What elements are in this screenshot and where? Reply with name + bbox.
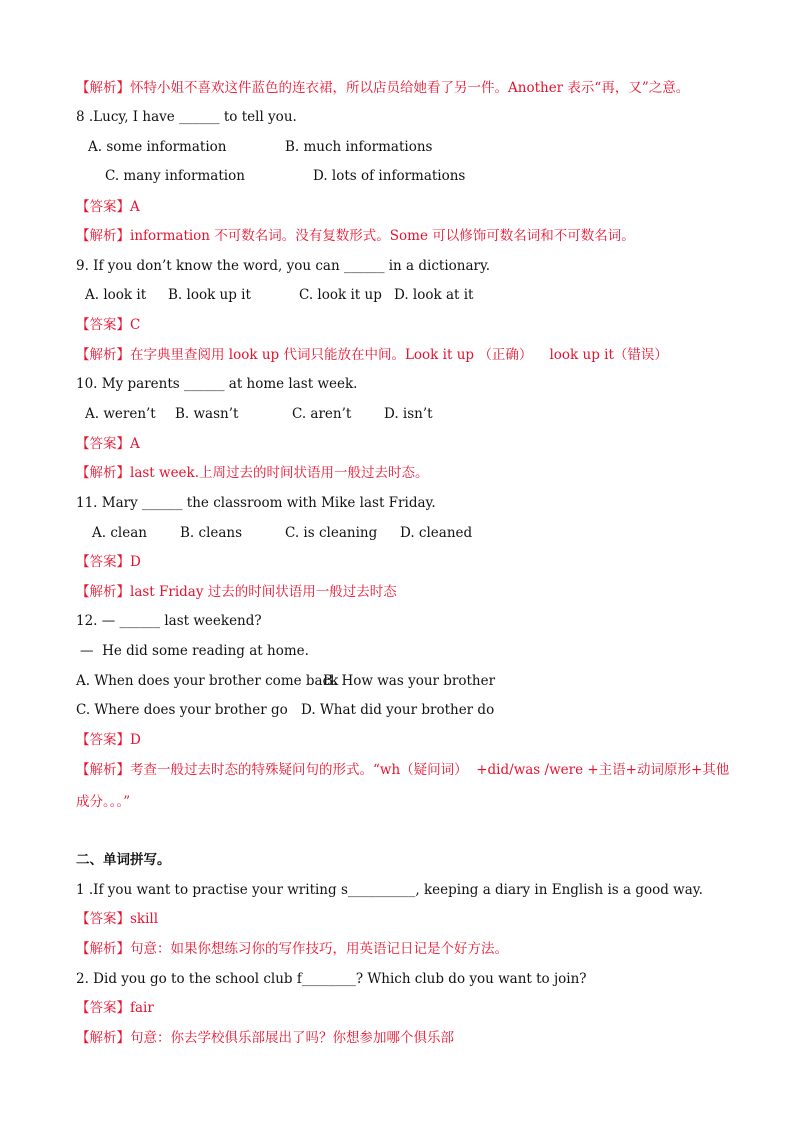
q12-analysis-line2: 成分。。。” [76,794,131,810]
q8-option-a: A. some information [88,139,227,155]
section2-heading: 二、单词拼写。 [76,852,171,868]
q10-option-a: A. weren’t [85,406,156,422]
q11-option-b: B. cleans [180,525,243,541]
top-analysis: 【解析】怀特小姐不喜欢这件蓝色的连衣裙，所以店员给她看了另一件。Another 表示“再，又”之意。 [76,80,690,96]
q11-option-a: A. clean [92,525,147,541]
q8-answer: 【答案】A [76,199,140,215]
q12-analysis-line1: 【解析】考查一般过去时态的特殊疑问句的形式。“wh（疑问词） +did/was /were +主语+动词原形+其他 [76,762,730,778]
q9-question: 9. If you don’t know the word, you can ______ in a dictionary. [76,258,491,274]
q10-question: 10. My parents ______ at home last week. [76,376,358,392]
q12-question: 12. — ______ last weekend? [76,613,262,629]
q9-option-a: A. look it [85,287,147,303]
q11-option-d: D. cleaned [400,525,473,541]
q10-option-c: C. aren’t [292,406,352,422]
q12-option-b: B. How was your brother [323,673,496,689]
q8-option-d: D. lots of informations [313,168,466,184]
q11-question: 11. Mary ______ the classroom with Mike last Friday. [76,495,436,511]
q8-analysis: 【解析】information 不可数名词。没有复数形式。Some 可以修饰可数名词和不可数名词。 [76,228,635,244]
q12-option-a: A. When does your brother come back [76,673,339,689]
q9-option-c: C. look it up [299,287,382,303]
q12-option-d: D. What did your brother do [301,702,495,718]
q9-option-d: D. look at it [394,287,474,303]
q10-option-d: D. isn’t [384,406,433,422]
s2-q2-question: 2. Did you go to the school club f________? Which club do you want to join? [76,971,587,987]
q9-answer: 【答案】C [76,317,141,333]
q10-analysis: 【解析】last week.上周过去的时间状语用一般过去时态。 [76,465,429,481]
q8-option-c: C. many information [105,168,245,184]
s2-q1-answer: 【答案】skill [76,911,159,927]
q11-analysis: 【解析】last Friday 过去的时间状语用一般过去时态 [76,584,397,600]
q10-answer: 【答案】A [76,436,140,452]
q9-analysis: 【解析】在字典里查阅用 look up 代词只能放在中间。Look it up （正确） look up it（错误） [76,347,668,363]
s2-q1-analysis: 【解析】句意：如果你想练习你的写作技巧，用英语记日记是个好方法。 [76,941,508,957]
q8-option-b: B. much informations [285,139,433,155]
s2-q2-analysis: 【解析】句意：你去学校俱乐部展出了吗？你想参加哪个俱乐部 [76,1030,454,1046]
q12-answer: 【答案】D [76,732,141,748]
q9-option-b: B. look up it [168,287,251,303]
q12-reply: — He did some reading at home. [80,643,309,659]
q12-option-c: C. Where does your brother go [76,702,288,718]
s2-q1-question: 1 .If you want to practise your writing s__________, keeping a diary in English is a good way. [76,882,703,898]
q11-option-c: C. is cleaning [285,525,378,541]
q8-question: 8 .Lucy, I have ______ to tell you. [76,109,297,125]
s2-q2-answer: 【答案】fair [76,1000,154,1016]
q11-answer: 【答案】D [76,554,141,570]
q10-option-b: B. wasn’t [175,406,239,422]
